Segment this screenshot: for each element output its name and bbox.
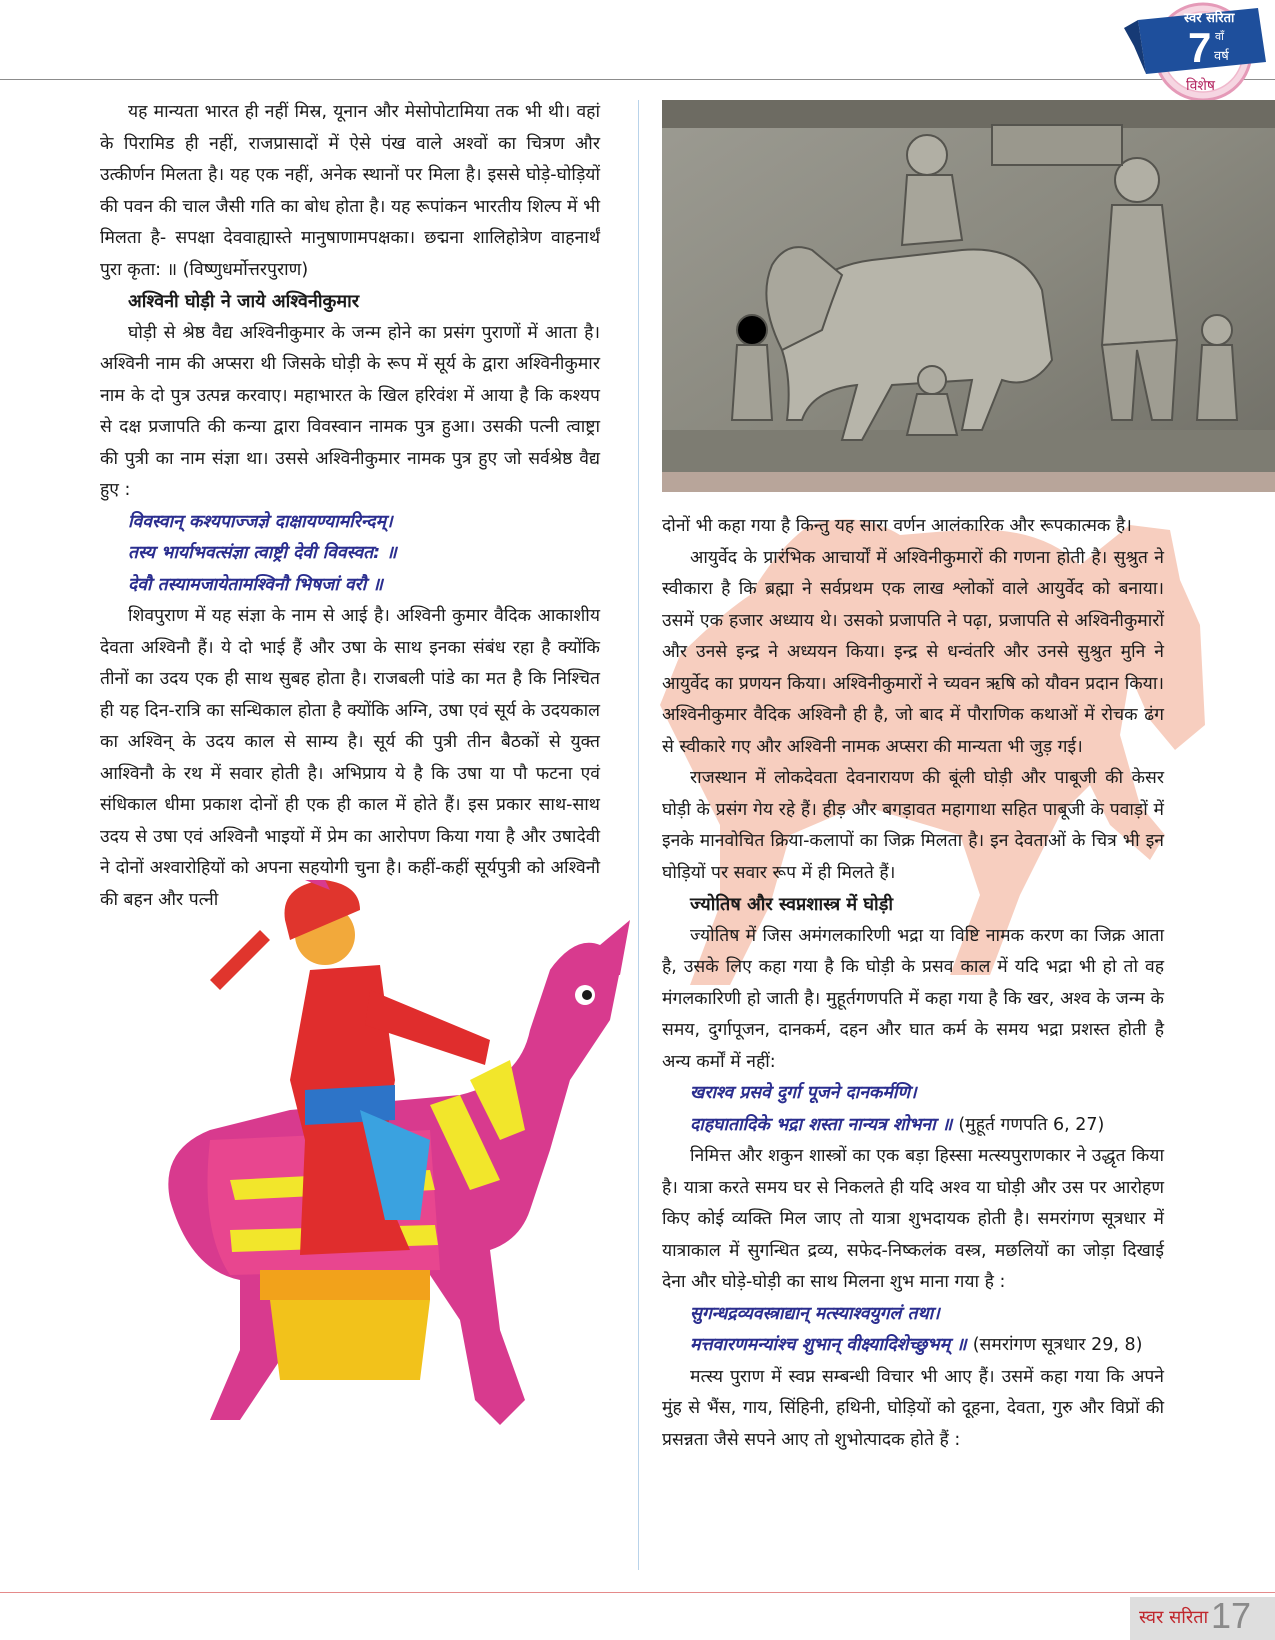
left-column — [100, 97, 600, 916]
verse-line-5 — [662, 1110, 1164, 1142]
left-paragraph-2: घोड़ी से श्रेष्ठ वैद्य अश्विनीकुमार के जन्म होने का प्रसंग पुराणों में आता है। अश्विनी नाम की अप्सरा थी जिसके घोड़ी के रूप में सूर्य के द्वारा अश्विनीकुमार नाम के दो पुत्र उत्पन्न करवाए। महाभारत के खिल हरिवंश में आया है कि कश्यप से दक्ष प्रजापति की कन्या द्वारा विवस्वान नामक पुत्र हुआ। उसकी पत्नी त्वाष्ट्रा की पुत्री का नाम संज्ञा था। उससे अश्विनीकुमार नामक पुत्र हुए जो सर्वश्रेष्ठ वैद्य हुए : — [100, 322, 600, 500]
verse-citation-7: (समरांगण सूत्रधार 29, 8) — [972, 1335, 1143, 1355]
left-paragraph-3: शिवपुराण में यह संज्ञा के नाम से आई है। अश्विनी कुमार वैदिक आकाशीय देवता अश्विनौ हैं। ये दो भाई हैं और उषा के साथ इनका संबंध रहा है क्योंकि तीनों का उदय एक ही साथ सुबह होता है। राजबली पांडे का मत है कि निश्चित ही यह दिन-रात्रि का सन्धिकाल होता है क्योंकि अग्नि, उषा एवं सूर्य के उदयकाल का अश्विन् के उदय काल से साम्य है। सूर्य की पुत्री तीन बैठकों से युक्त आश्विनौ के रथ में सवार होती है। अभिप्राय ये है कि उषा या पौ फटना एवं संधिकाल धीमा प्रकाश दोनों ही एक ही काल में होते हैं। इस प्रकार साथ-साथ उदय से उषा एवं अश्विनौ भाइयों में प्रेम का आरोपण किया गया है और उषादेवी ने दोनों अश्वारोहियों को अपना सहयोगी चुना है। कहीं-कहीं सूर्यपुत्री को अश्विनौ की बहन और पत्नी — [100, 606, 600, 910]
rajasthani-rider-illustration — [130, 880, 630, 1440]
stone-relief-photo — [662, 100, 1275, 492]
verse-line-7 — [662, 1330, 1164, 1362]
header-rule — [0, 79, 1275, 80]
verse-line-3: देवौ तस्यामजायेतामश्विनौ भिषजां वरौ ॥ — [128, 574, 383, 595]
section-heading-ashwini: अश्विनी घोड़ी ने जाये अश्विनीकुमार — [128, 291, 360, 312]
right-paragraph-4: निमित्त और शकुन शास्त्रों का एक बड़ा हिस्सा मत्स्यपुराणकार ने उद्धृत किया है। यात्रा करते समय घर से निकलते ही यदि अश्व या घोड़ी और उस पर आरोहण किए कोई व्यक्ति मिल जाए तो यात्रा शुभदायक होती है। समरांगण सूत्रधार में यात्राकाल में सुगन्धित द्रव्य, सफेद-निष्कलंक वस्त्र, मछलियों का जोड़ा दिखाई देना और घोड़े-घोड़ी का साथ मिलना शुभ माना गया है : — [662, 1146, 1164, 1292]
right-paragraph-5: मत्स्य पुराण में स्वप्न सम्बन्धी विचार भी आए हैं। उसमें कहा गया कि अपने मुंह से भैंस, गाय, सिंहिनी, हथिनी, घोड़ियों को दूहना, देवता, गुरु और विप्रों की प्रसन्नता जैसे सपने आए तो शुभोत्पादक होते हैं : — [662, 1366, 1164, 1450]
badge-sub: विशेष — [1186, 78, 1216, 94]
badge-brand: स्वर सरिता — [1184, 11, 1235, 26]
verse-citation-5: (मुहूर्त गणपति 6, 27) — [958, 1114, 1105, 1135]
right-paragraph-3: ज्योतिष में जिस अमंगलकारिणी भद्रा या विष्टि नामक करण का जिक्र आता है, उसके लिए कहा गया है कि घोड़ी के प्रसव काल में यदि भद्रा भी हो तो वह मंगलकारिणी हो जाती है। मुहूर्तगणपति में कहा गया है कि खर, अश्व के जन्म के समय, दुर्गापूजन, दानकर्म, दहन और घात कर्म के समय भद्रा प्रशस्त होती है अन्य कर्मों में नहीं: — [662, 925, 1164, 1072]
right-paragraph-2: राजस्थान में लोकदेवता देवनारायण की बूंली घोड़ी और पाबूजी की केसर घोड़ी के प्रसंग गेय रहे हैं। हीड़ और बगड़ावत महागाथा सहित पाबूजी के पवाड़ों में इनके मानवोचित क्रिया-कलापों का जिक्र मिलता है। इन देवताओं के चित्र भी इन घोड़ियों पर सवार रूप में ही मिलते हैं। — [662, 768, 1164, 883]
footer-rule — [0, 1592, 1275, 1593]
page-number: 17 — [1211, 1595, 1252, 1636]
left-paragraph-1: यह मान्यता भारत ही नहीं मिस्र, यूनान और मेसोपोटामिया तक भी थी। वहां के पिरामिड ही नहीं, राजप्रासादों में ऐसे पंख वाले अश्वों का चित्रण और उत्कीर्णन मिलता है। यह एक नहीं, अनेक स्थानों पर मिला है। इससे घोड़े-घोड़ियों की पवन की चाल जैसी गति का बोध होता है। यह रूपांकन भारतीय शिल्प में भी मिलता है- सपक्षा देववाह्यास्ते मानुषाणामपक्षका। छद्मना शालिहोत्रेण वाहनार्थं पुरा कृता: ॥ (विष्णुधर्मोत्तरपुराण) — [100, 102, 600, 280]
badge-word: वर्ष — [1214, 49, 1229, 64]
verse-line-5-text: दाहघातादिके भद्रा शस्ता नान्यत्र शोभना ॥ — [690, 1114, 953, 1135]
badge-number: 7 — [1188, 24, 1212, 71]
right-column — [662, 511, 1164, 1456]
badge-sup: वाँ — [1215, 30, 1224, 43]
right-paragraph-0: दोनों भी कहा गया है किन्तु यह सारा वर्णन आलंकारिक और रूपकात्मक है। — [662, 516, 1132, 536]
footer-brand: स्वर सरिता — [1139, 1607, 1209, 1628]
verse-line-4: खराश्व प्रसवे दुर्गा पूजने दानकर्मणि। — [690, 1083, 917, 1103]
verse-line-6: सुगन्धद्रव्यवस्त्राद्यान् मत्स्याश्वयुगलं तथा। — [690, 1303, 940, 1324]
verse-line-1: विवस्वान् कश्यपाज्जज्ञे दाक्षायण्यामरिन्दम्। — [128, 511, 393, 532]
column-divider — [638, 100, 639, 1570]
section-heading-jyotish: ज्योतिष और स्वप्नशास्त्र में घोड़ी — [690, 894, 894, 915]
verse-line-2: तस्य भार्याभवत्संज्ञा त्वाष्ट्री देवी विवस्वत: ॥ — [128, 543, 397, 563]
verse-line-7-text: मत्तवारणमन्यांश्च शुभान् वीक्ष्यादिशेच्छुभम् ॥ — [690, 1335, 967, 1355]
right-paragraph-1: आयुर्वेद के प्रारंभिक आचार्यों में अश्विनीकुमारों की गणना होती है। सुश्रुत ने स्वीकारा है कि ब्रह्मा ने सर्वप्रथम एक लाख श्लोकों वाले आयुर्वेद को बनाया। उसमें एक हजार अध्याय थे। उसको प्रजापति ने पढ़ा, प्रजापति से अश्विनीकुमारों और उनसे इन्द्र ने अध्ययन किया। इन्द्र से धन्वंतरि और उनसे सुश्रुत मुनि ने आयुर्वेद का प्रणयन किया। अश्विनीकुमारों ने च्यवन ऋषि को यौवन प्रदान किया। अश्विनीकुमार वैदिक अश्विनौ ही है, जो बाद में पौराणिक कथाओं में रोचक ढंग से स्वीकारे गए और अश्विनी नामक अप्सरा की मान्यता भी जुड़ गई। — [662, 547, 1164, 757]
